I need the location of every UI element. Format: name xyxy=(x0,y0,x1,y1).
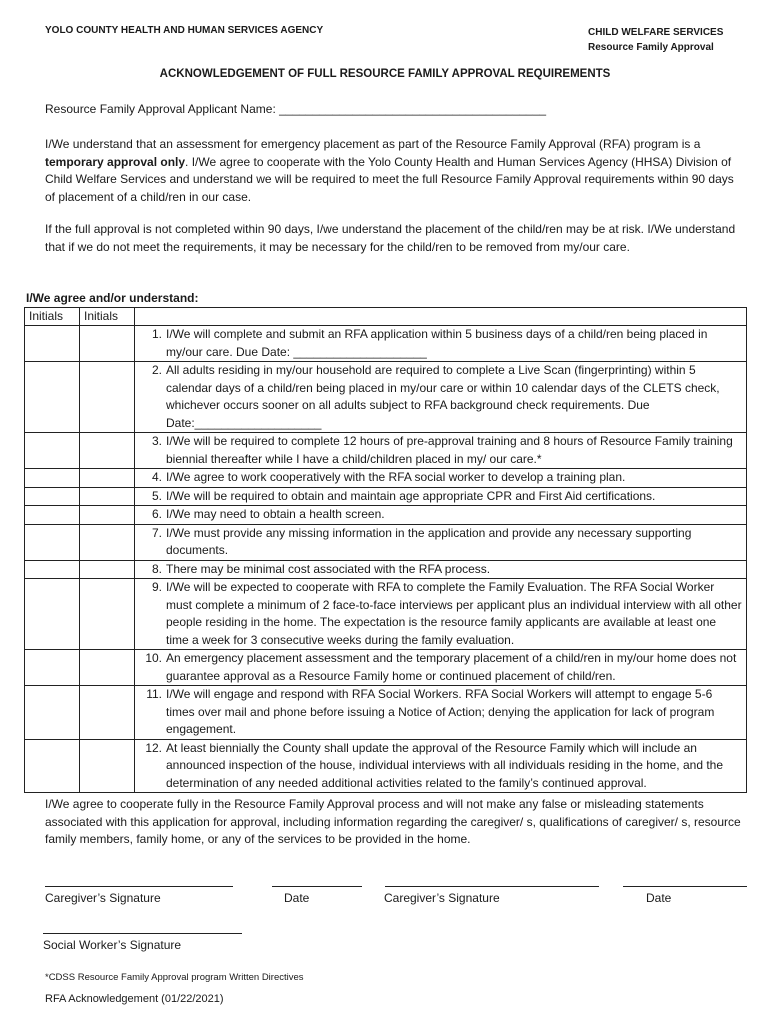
item-number: 6. xyxy=(151,507,162,521)
item-text: I/We will be required to complete 12 hours of pre-approval training and 8 hours of Resource Family training biennial thereafter while I have a child/children placed in my/ our care.* xyxy=(166,434,733,466)
item-number: 11. xyxy=(146,687,162,701)
intro-text-start: I/We understand that an assessment for emergency placement as part of the Resource Family Approval (RFA) program is a xyxy=(45,137,701,151)
item-number: 8. xyxy=(151,561,162,576)
table-row xyxy=(25,739,747,793)
initials-box-1[interactable] xyxy=(25,506,80,525)
list-item xyxy=(135,560,747,579)
table-row xyxy=(25,579,747,650)
initials-box-1[interactable] xyxy=(25,560,80,579)
list-item xyxy=(135,487,747,506)
date-2-label: Date xyxy=(646,891,672,905)
caregiver-1-signature-line[interactable] xyxy=(45,886,233,887)
table-row xyxy=(25,326,747,362)
item-number: 3. xyxy=(151,434,162,448)
item-number: 1. xyxy=(151,327,162,341)
item-number: 2. xyxy=(151,363,162,377)
agency-name: YOLO COUNTY HEALTH AND HUMAN SERVICES AGENCY xyxy=(45,25,324,36)
initials-box-1[interactable] xyxy=(25,524,80,560)
initials-box-2[interactable] xyxy=(80,579,135,650)
initials-box-2[interactable] xyxy=(80,362,135,433)
initials-box-1[interactable] xyxy=(25,739,80,793)
date-2-line[interactable] xyxy=(623,886,747,887)
intro-paragraph xyxy=(45,136,745,206)
department-subtitle: Resource Family Approval xyxy=(588,42,714,53)
table-row xyxy=(25,362,747,433)
social-worker-signature-label: Social Worker’s Signature xyxy=(43,938,182,952)
list-item xyxy=(135,524,747,560)
initials-box-2[interactable] xyxy=(80,686,135,740)
item-text: I/We may need to obtain a health screen. xyxy=(166,507,385,521)
form-id: RFA Acknowledgement (01/22/2021) xyxy=(45,993,224,1005)
item-text: I/We must provide any missing information in the application and provide any necessary supporting documents. xyxy=(166,525,692,557)
initials-box-1[interactable] xyxy=(25,686,80,740)
initials-box-2[interactable] xyxy=(80,469,135,488)
table-row xyxy=(25,506,747,525)
table-row xyxy=(25,433,747,469)
list-item xyxy=(135,686,747,740)
initials-box-1[interactable] xyxy=(25,650,80,686)
item-number: 12. xyxy=(145,740,162,755)
initials-box-2[interactable] xyxy=(80,739,135,793)
initials-box-2[interactable] xyxy=(80,487,135,506)
applicant-name-field[interactable]: Resource Family Approval Applicant Name: ________________________________________ xyxy=(45,102,547,116)
intro-text-end: . I/We agree to cooperate with the Yolo County Health and Human Services Agency (HHSA) Division of Child Welfare Services and understand we will be required to meet the full Resource Family Approval requirements within 90 days of placement of a child/ren in our case. xyxy=(45,154,734,204)
list-item xyxy=(135,579,747,650)
caregiver-2-signature-label: Caregiver’s Signature xyxy=(384,891,500,905)
table-row xyxy=(25,650,747,686)
list-item xyxy=(135,650,747,686)
table-row xyxy=(25,469,747,488)
footnote: *CDSS Resource Family Approval program Written Directives xyxy=(45,972,304,983)
item-number: 7. xyxy=(151,525,162,540)
items-column-header xyxy=(135,308,747,326)
list-item xyxy=(135,739,747,793)
item-number: 4. xyxy=(151,470,162,484)
initials-box-2[interactable] xyxy=(80,560,135,579)
agreement-table xyxy=(24,307,747,793)
initials-box-2[interactable] xyxy=(80,326,135,362)
caregiver-1-signature-label: Caregiver’s Signature xyxy=(45,891,161,905)
intro-text-bold: temporary approval only xyxy=(45,154,186,169)
table-row xyxy=(25,524,747,560)
initials-box-1[interactable] xyxy=(25,487,80,506)
initials-column-header-1: Initials xyxy=(25,308,80,326)
document-title: ACKNOWLEDGEMENT OF FULL RESOURCE FAMILY APPROVAL REQUIREMENTS xyxy=(159,68,611,80)
item-number: 5. xyxy=(151,488,162,503)
initials-box-2[interactable] xyxy=(80,524,135,560)
initials-box-1[interactable] xyxy=(25,579,80,650)
date-1-line[interactable] xyxy=(272,886,362,887)
item-text: All adults residing in my/our household are required to complete a Live Scan (fingerprinting) within 5 calendar days of a child/ren being placed in my/our care or within 10 calendar days of the CLETS check, whichever occurs sooner on all adults subject to RFA background check requirements. Due Date:___________________ xyxy=(166,363,720,430)
list-item xyxy=(135,326,747,362)
date-1-label: Date xyxy=(284,891,310,905)
item-number: 10. xyxy=(145,651,162,665)
closing-paragraph: I/We agree to cooperate fully in the Resource Family Approval process and will not make any false or misleading statements associated with this application for approval, including information regarding the caregiver/ s, qualifications of caregiver/ s, resource family members, family home, or any of the services to be provided in the home. xyxy=(45,797,741,846)
department-name: CHILD WELFARE SERVICES xyxy=(588,27,724,38)
initials-box-1[interactable] xyxy=(25,433,80,469)
item-text: I/We will be required to obtain and maintain age appropriate CPR and First Aid certifications. xyxy=(166,488,656,503)
initials-column-header-2: Initials xyxy=(80,308,135,326)
item-text: At least biennially the County shall update the approval of the Resource Family which will include an announced inspection of the house, individual interviews with all individuals residing in the home, and the determination of any needed additional activities related to the family’s continued approval. xyxy=(166,740,724,790)
table-row xyxy=(25,686,747,740)
department-header xyxy=(588,25,723,55)
initials-box-2[interactable] xyxy=(80,433,135,469)
item-text: I/We will engage and respond with RFA Social Workers. RFA Social Workers will attempt to engage 5-6 times over mail and phone before issuing a Notice of Action; denying the application for lack of program engagement. xyxy=(166,687,715,736)
initials-box-2[interactable] xyxy=(80,650,135,686)
initials-box-1[interactable] xyxy=(25,362,80,433)
list-item xyxy=(135,433,747,469)
item-text: I/We will be expected to cooperate with RFA to complete the Family Evaluation. The RFA Social Worker must complete a minimum of 2 face-to-face interviews per applicant plus an individual interview with all other people residing in the home. The expectation is the resource family applicants are available at least one time a week for 3 consecutive weeks during the family evaluation. xyxy=(166,580,742,647)
caregiver-2-signature-line[interactable] xyxy=(385,886,599,887)
item-text: There may be minimal cost associated with the RFA process. xyxy=(166,561,491,576)
initials-box-1[interactable] xyxy=(25,469,80,488)
initials-box-1[interactable] xyxy=(25,326,80,362)
list-item xyxy=(135,469,747,488)
item-text: I/We agree to work cooperatively with the RFA social worker to develop a training plan. xyxy=(166,470,626,484)
initials-box-2[interactable] xyxy=(80,506,135,525)
table-row xyxy=(25,487,747,506)
risk-paragraph: If the full approval is not completed within 90 days, I/we understand the placement of the child/ren may be at risk. I/We understand that if we do not meet the requirements, it may be necessary for the child/ren to be removed from my/our care. xyxy=(45,222,736,254)
item-text: An emergency placement assessment and the temporary placement of a child/ren in my/our home does not guarantee approval as a Resource Family home or continued placement of child/ren. xyxy=(166,651,737,683)
item-number: 9. xyxy=(151,580,162,594)
list-item xyxy=(135,506,747,525)
list-item xyxy=(135,362,747,433)
agreement-header: I/We agree and/or understand: xyxy=(26,291,199,305)
table-header-row xyxy=(25,308,747,326)
table-row xyxy=(25,560,747,579)
item-text: I/We will complete and submit an RFA application within 5 business days of a child/ren being placed in my/our care. Due Date: ____________________ xyxy=(166,327,708,359)
social-worker-signature-line[interactable] xyxy=(43,933,242,934)
